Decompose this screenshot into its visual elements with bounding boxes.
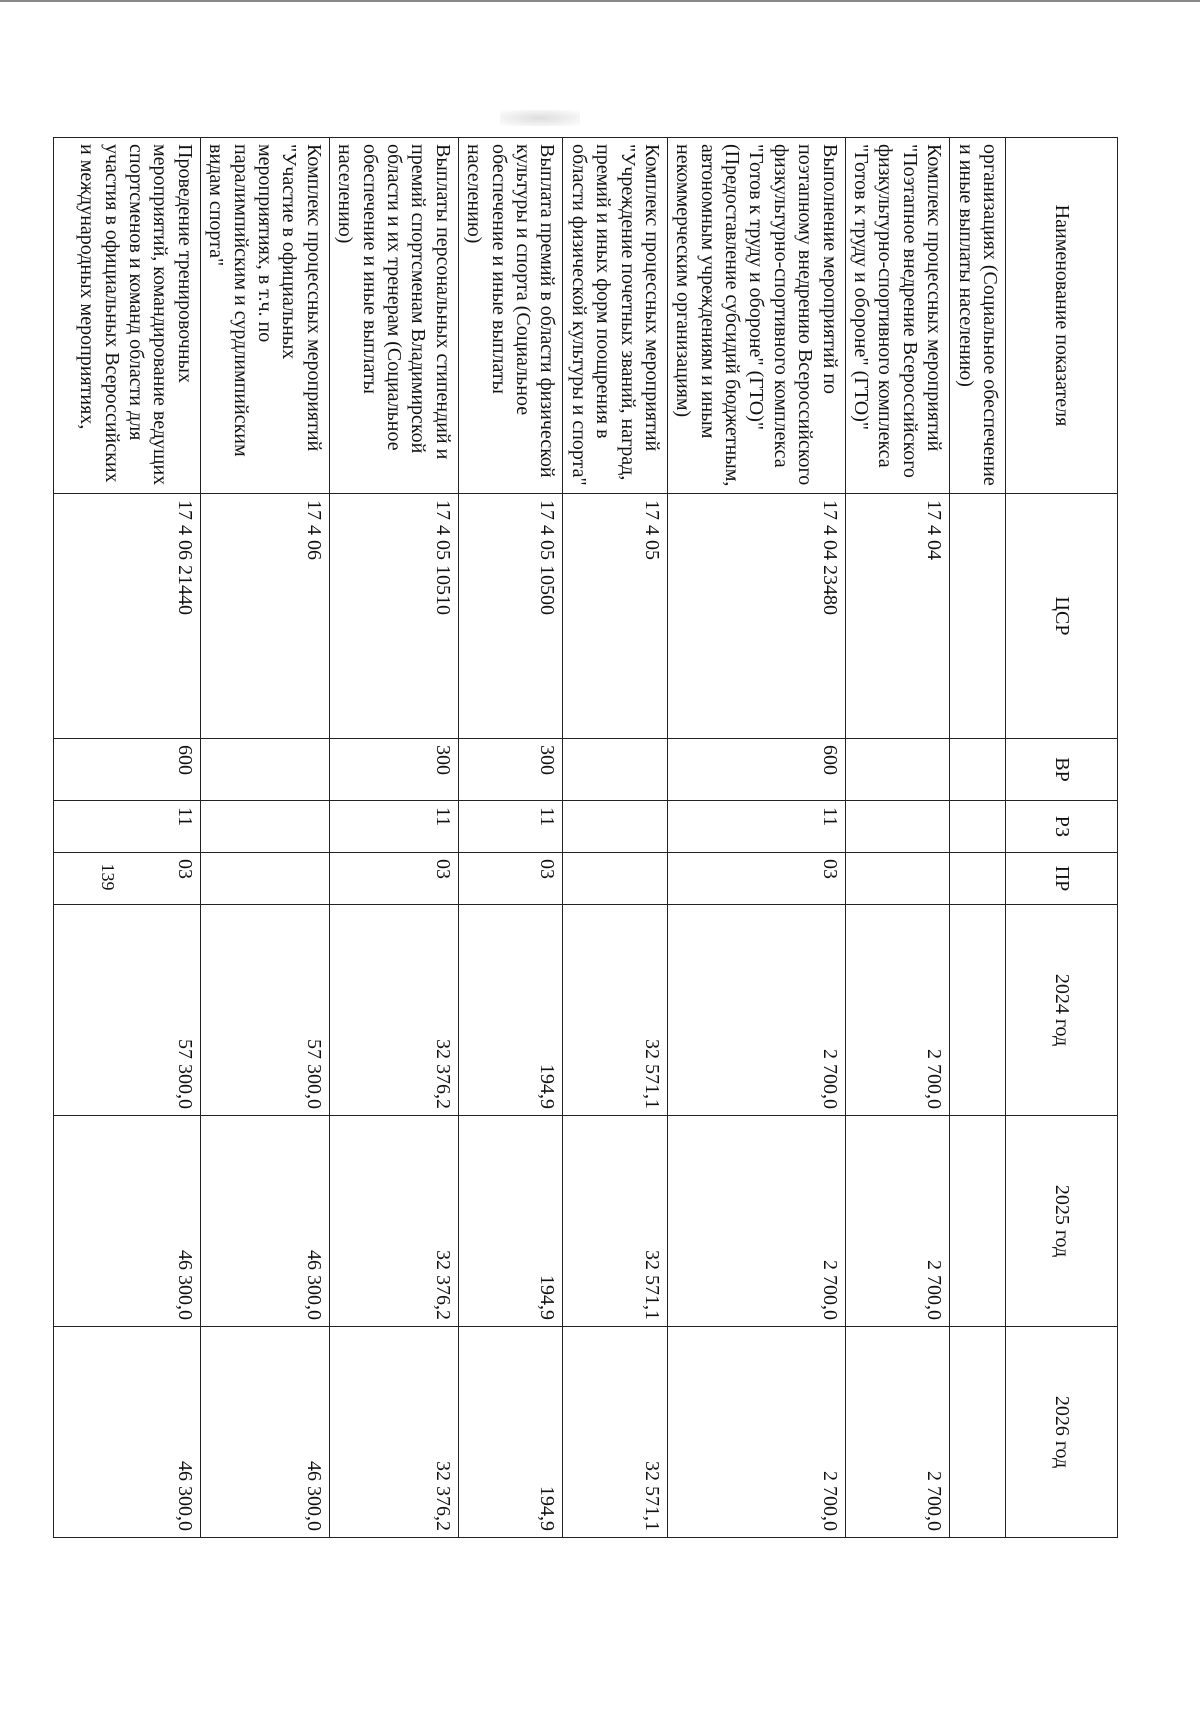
row-2026: 46 300,0 — [200, 1327, 329, 1538]
row-name: Комплекс процессных мероприятий "Участие в официальных мероприятиях, в т.ч. по паралимпийским и сурдлимпийским видам спорта" — [200, 138, 329, 494]
row-csr: 17 4 06 — [200, 494, 329, 739]
row-pr — [950, 853, 1006, 905]
table-row — [458, 138, 563, 1538]
row-vr — [950, 739, 1006, 801]
row-2024: 194,9 — [458, 905, 563, 1116]
row-2026: 194,9 — [458, 1327, 563, 1538]
row-csr — [950, 494, 1006, 739]
row-name: Выплаты персональных стипендий и премий спортсменам Владимирской области и их тренерам (Социальное обеспечение и иные выплаты населению) — [329, 138, 458, 494]
row-name: Выплата премий в области физической культуры и спорта (Социальное обеспечение и иные выплаты населению) — [458, 138, 563, 494]
row-2026: 32 571,1 — [563, 1327, 668, 1538]
row-rz — [563, 801, 668, 853]
row-2026: 2 700,0 — [667, 1327, 845, 1538]
row-vr: 300 — [458, 739, 563, 801]
scan-smudge — [500, 110, 580, 126]
row-name: организациях (Социальное обеспечение и иные выплаты населению) — [950, 138, 1006, 494]
row-vr: 300 — [329, 739, 458, 801]
row-pr: 03 — [329, 853, 458, 905]
row-2024: 32 376,2 — [329, 905, 458, 1116]
row-csr: 17 4 04 — [845, 494, 950, 739]
row-2025: 32 376,2 — [329, 1116, 458, 1327]
row-csr: 17 4 06 21440 — [53, 494, 200, 739]
row-2024: 57 300,0 — [53, 905, 200, 1116]
row-pr: 03 — [667, 853, 845, 905]
header-rz: РЗ — [1006, 801, 1118, 853]
row-vr — [845, 739, 950, 801]
table-row — [200, 138, 329, 1538]
header-vr: ВР — [1006, 739, 1118, 801]
page-number: 139 — [98, 863, 118, 891]
row-rz — [200, 801, 329, 853]
table-row — [53, 138, 200, 1538]
table-row — [563, 138, 668, 1538]
row-name: Проведение тренировочных мероприятий, командирование ведущих спортсменов и команд области для участия в официальных Всероссийских и международных мероприятиях, — [53, 138, 200, 494]
page-top-border — [0, 0, 1200, 2]
row-rz: 11 — [667, 801, 845, 853]
row-2025 — [950, 1116, 1006, 1327]
table-row — [950, 138, 1006, 1538]
row-2024: 57 300,0 — [200, 905, 329, 1116]
row-vr — [563, 739, 668, 801]
row-2025: 2 700,0 — [667, 1116, 845, 1327]
row-2025: 46 300,0 — [53, 1116, 200, 1327]
header-name: Наименование показателя — [1006, 138, 1118, 494]
row-vr: 600 — [53, 739, 200, 801]
header-2025: 2025 год — [1006, 1116, 1118, 1327]
row-pr: 03 — [53, 853, 200, 905]
row-2026: 2 700,0 — [845, 1327, 950, 1538]
table-row — [329, 138, 458, 1538]
row-2026 — [950, 1327, 1006, 1538]
header-2026: 2026 год — [1006, 1327, 1118, 1538]
row-rz — [845, 801, 950, 853]
table-row — [845, 138, 950, 1538]
table-row — [667, 138, 845, 1538]
row-rz: 11 — [458, 801, 563, 853]
row-2025: 194,9 — [458, 1116, 563, 1327]
row-rz: 11 — [329, 801, 458, 853]
row-name: Комплекс процессных мероприятий "Поэтапное внедрение Всероссийского физкультурно-спортивного комплекса "Готов к труду и обороне" (ГТО)" — [845, 138, 950, 494]
row-vr: 600 — [667, 739, 845, 801]
row-pr — [200, 853, 329, 905]
row-csr: 17 4 05 10510 — [329, 494, 458, 739]
header-pr: ПР — [1006, 853, 1118, 905]
row-2026: 32 376,2 — [329, 1327, 458, 1538]
row-vr — [200, 739, 329, 801]
row-2025: 46 300,0 — [200, 1116, 329, 1327]
header-2024: 2024 год — [1006, 905, 1118, 1116]
row-csr: 17 4 05 10500 — [458, 494, 563, 739]
row-2025: 32 571,1 — [563, 1116, 668, 1327]
row-2025: 2 700,0 — [845, 1116, 950, 1327]
row-rz: 11 — [53, 801, 200, 853]
row-name: Выполнение мероприятий по поэтапному внедрению Всероссийского физкультурно-спортивного комплекса "Готов к труду и обороне" (ГТО)" (Предоставление субсидий бюджетным, автономным учреждениям и иным некоммерческим организациям) — [667, 138, 845, 494]
table-header-row — [1006, 138, 1118, 1538]
header-csr: ЦСР — [1006, 494, 1118, 739]
row-name: Комплекс процессных мероприятий "Учреждение почетных званий, наград, премий и иных форм поощрения в области физической культуры и спорта" — [563, 138, 668, 494]
row-pr — [563, 853, 668, 905]
row-csr: 17 4 04 23480 — [667, 494, 845, 739]
row-pr: 03 — [458, 853, 563, 905]
budget-table — [53, 137, 1118, 1538]
row-2024: 2 700,0 — [845, 905, 950, 1116]
budget-table-sheet — [76, 137, 1118, 1537]
row-2024: 2 700,0 — [667, 905, 845, 1116]
row-pr — [845, 853, 950, 905]
row-2024 — [950, 905, 1006, 1116]
row-rz — [950, 801, 1006, 853]
row-csr: 17 4 05 — [563, 494, 668, 739]
row-2024: 32 571,1 — [563, 905, 668, 1116]
row-2026: 46 300,0 — [53, 1327, 200, 1538]
